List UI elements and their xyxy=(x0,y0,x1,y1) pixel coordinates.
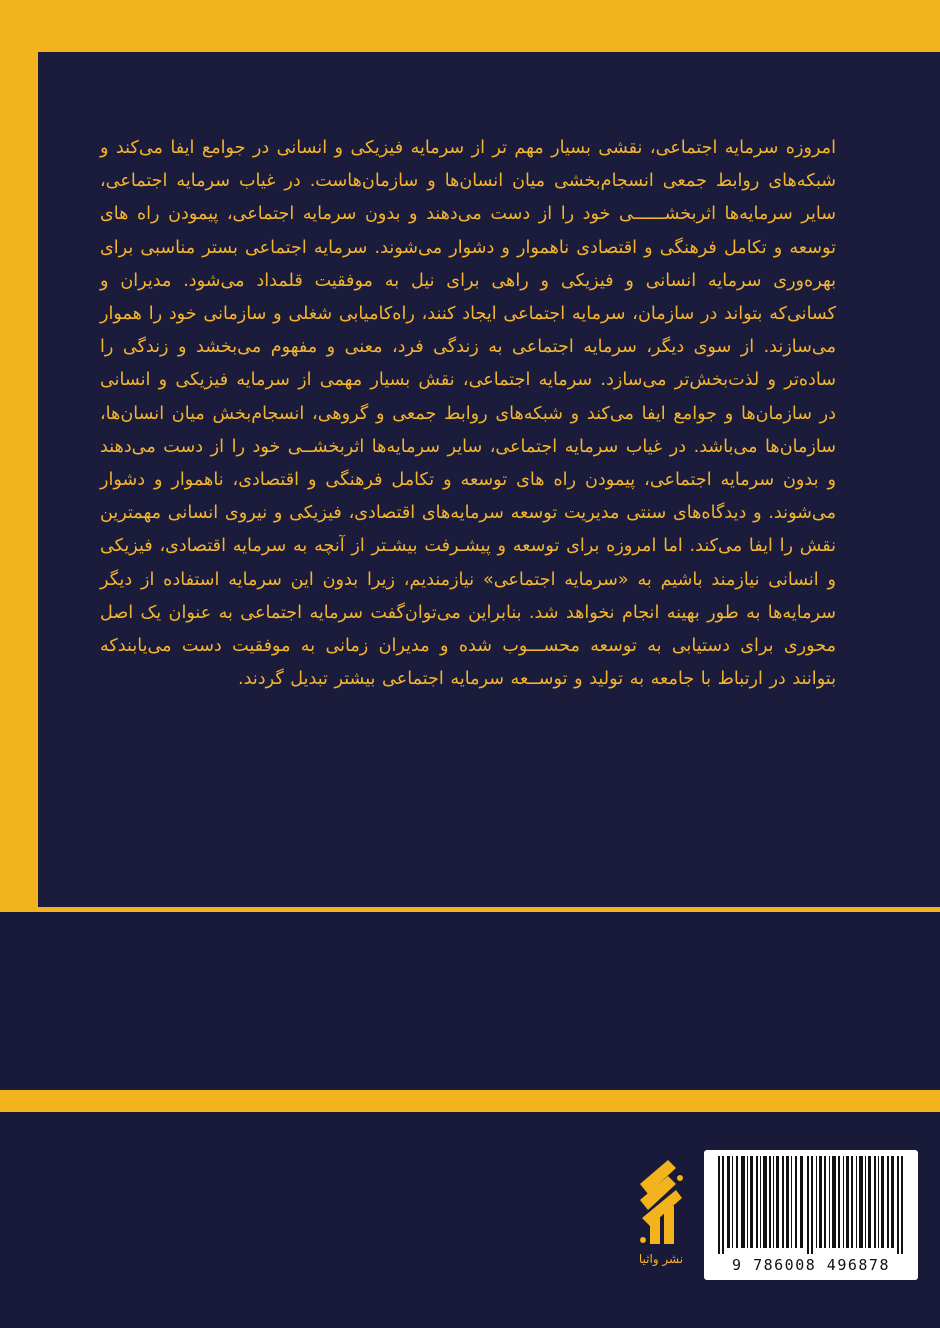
publisher-logo-icon xyxy=(636,1156,686,1248)
publisher-name: نشر واثیا xyxy=(638,1252,684,1266)
barcode-bars xyxy=(710,1156,912,1254)
isbn-number: 9 786008 496878 xyxy=(732,1256,890,1274)
back-cover-blurb: امروزه سرمایه اجتماعی، نقشی بسیار مهم تر از سرمایه فیزیکی و انسانی در جوامع ایفا می‌کند و شبکه‌های روابط جمعی انسجام‌بخشی میان انسان‌ها و سازمان‌هاست. در غیاب سرمایه اجتماعی، سایر سرمایه‌ها اثربخشــــــی خود را از دست می‌دهند و بدون سرمایه اجتماعی، پیمودن راه های توسعه و تکامل فرهنگی و اقتصادی ناهموار و دشوار می‌شوند. سرمایه اجتماعی بستر مناسبی برای بهره‌وری سرمایه انسانی و فیزیکی و راهی برای نیل به موفقیت قلمداد می‌شود. مدیران و کسانی‌که بتواند در سازمان، سرمایه اجتماعی ایجاد کنند، راه‌کامیابی شغلی و سازمانی خود را هموار می‌سازند. از سوی دیگر، سرمایه اجتماعی به زندگی فرد، معنی و مفهوم می‌بخشد و زندگی را ساده‌تر و لذت‌بخش‌تر می‌سازد. سرمایه اجتماعی، نقش بسیار مهمی از سرمایه فیزیکی و انسانی در سازمان‌ها و جوامع ایفا می‌کند و شبکه‌های روابط جمعی و گروهی، انسجام‌بخش میان انسان‌ها، سازمان‌ها می‌باشد. در غیاب سرمایه اجتماعی، سایر سرمایه‌ها اثربخشــی خود را از دست می‌دهند و بدون سرمایه اجتماعی، پیمودن راه های توسعه و تکامل فرهنگی و اقتصادی، ناهموار و دشوار می‌شوند. و دیدگاه‌های سنتی مدیریت توسعه سرمایه‌های اقتصادی، فیزیکی و نیروی انسانی مهمترین نقش را ایفا می‌کند. اما امروزه برای توسعه و پیشـرفت بیشـتر از آنچه به سرمایه اقتصادی، فیزیکی و انسانی نیازمند باشیم به «سرمایه اجتماعی» نیازمندیم، زیرا بدون این سرمایه استفاده از دیگر سرمایه‌ها به طور بهینه انجام نخواهد شد. بنابراین می‌توان‌گفت سرمایه اجتماعی به عنوان یک اصل محوری برای دستیابی به توسعه محســـوب شده و مدیران زمانی به موفقیت دست می‌یابندکه بتوانند در ارتباط با جامعه به تولید و توســعه سرمایه اجتماعی بیشتر تبدیل گردند. xyxy=(100,138,836,690)
isbn-barcode xyxy=(704,1150,918,1280)
yellow-band xyxy=(0,1090,940,1112)
